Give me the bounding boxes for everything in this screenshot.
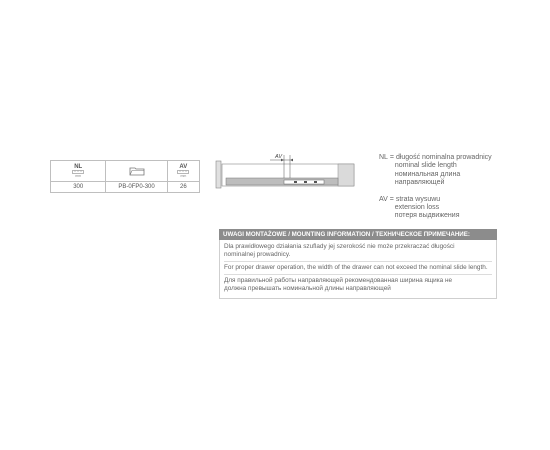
note-line: должна превышать номинальной длины направляющей [224,285,391,292]
note-line: For proper drawer operation, the width of the drawer can not exceed the nominal slide length. [224,264,488,271]
drawer-front-shade [338,164,354,186]
cell-av: 26 [167,182,199,193]
legend-line: = długość nominalna prowadnicy [389,154,492,161]
spec-table-header [51,161,200,182]
slide-hole [304,181,307,183]
col-nl-header [51,161,106,182]
cell-code: PB-0FP0-300 [106,182,167,193]
cell-nl: 300 [51,182,106,193]
drawer-slide-drawing [214,150,364,195]
legend-lines [390,154,492,188]
slide-hole [314,181,317,183]
dimension-arrow [290,159,293,162]
legend-entry-av [379,196,539,221]
col-nl-unit: mm [75,174,82,178]
mounting-info-box [219,229,497,299]
note-english [224,262,492,275]
legend-key: NL [379,154,388,161]
legend-line: потеря выдвижения [394,212,460,220]
mounting-info-body [219,240,497,299]
legend-line: направляющей [394,179,445,187]
legend-line: номинальная длина [394,170,461,178]
note-polish [224,241,492,262]
mounting-info-title: UWAGI MONTAŻOWE / MOUNTING INFORMATION / ТЕХНИЧЕСКОЕ ПРИМЕЧАНИЕ: [219,229,497,240]
legend-lines [390,196,460,221]
legend-entry-nl [379,154,539,188]
col-av-header [167,161,199,182]
note-russian [224,275,492,295]
spec-table [50,160,200,193]
legend-line: nominal slide length [394,162,457,170]
drawer-panel [216,161,221,188]
legend-line: extension loss [394,204,440,212]
table-row [51,182,200,193]
note-line: Для правильной работы направляющей рекомендованная ширина ящика не [224,277,453,284]
note-line: Dla prawidłowego działania szuflady jej szerokość nie może przekraczać długości [224,243,455,250]
note-line: nominalnej prowadnicy. [224,251,291,258]
legend-line: = strata wysuwu [389,195,441,203]
legend [379,154,539,221]
col-code-header [106,161,167,182]
col-av-unit: mm [180,174,187,178]
av-dimension-label: AV [275,154,283,160]
col-nl-label: NL [74,164,83,170]
folder-icon [129,166,145,176]
col-av-label: AV [179,164,188,170]
legend-key: AV [379,195,388,203]
slide-hole [294,181,297,183]
